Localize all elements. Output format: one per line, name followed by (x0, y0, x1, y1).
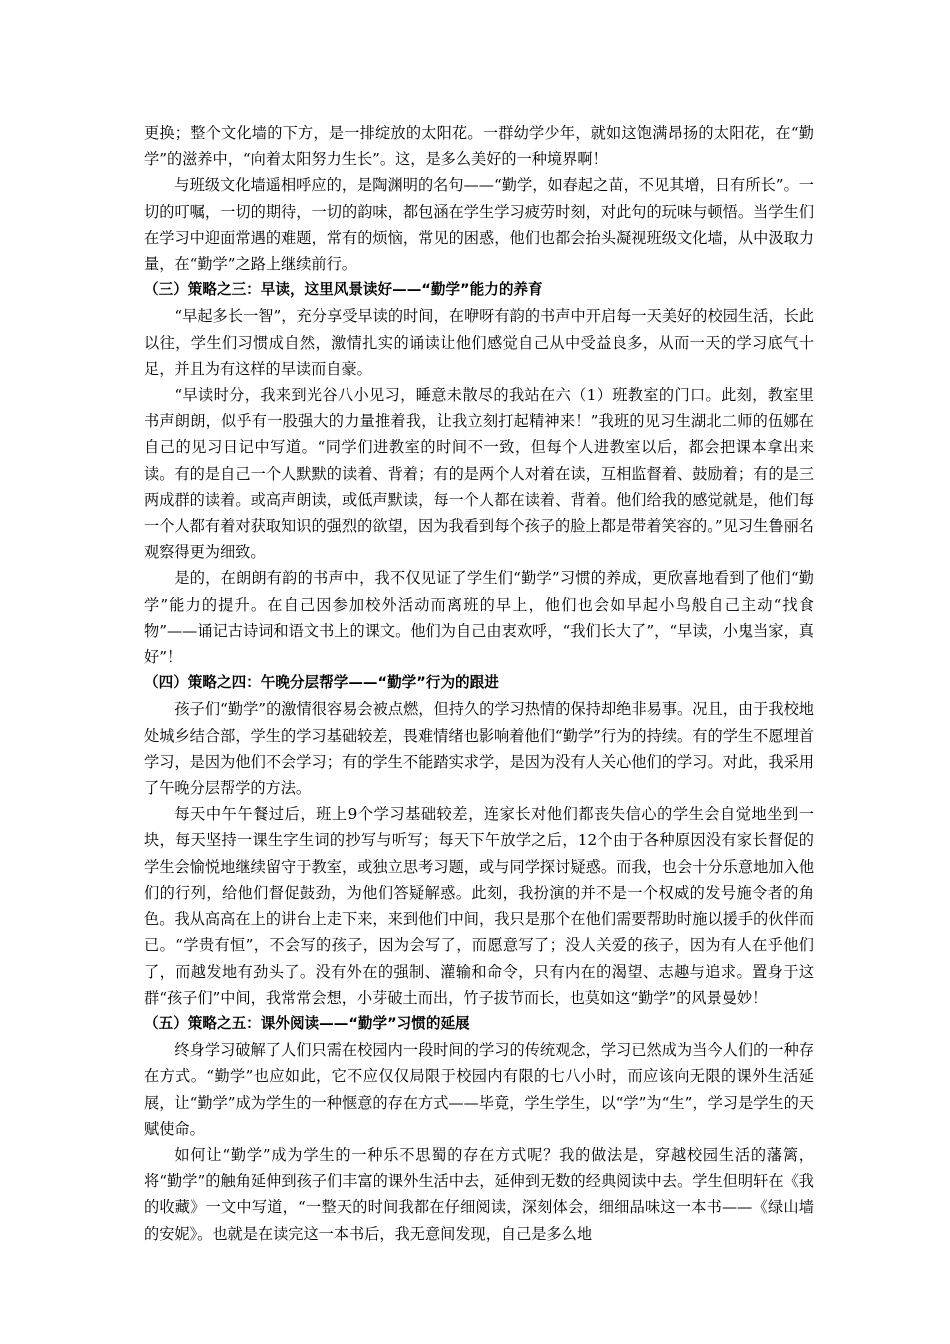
paragraph-7: 每天中午午餐过后，班上9个学习基础较差，连家长对他们都丧失信心的学生会自觉地坐到一块，每天坚持一课生字生词的抄写与听写；每天下午放学之后，12个由于各种原因没有家长督促的学生会愉悦地继续留守于教室，或独立思考习题，或与同学探讨疑惑。而我，也会十分乐意地加入他们的行列，给他们督促鼓劲，为他们答疑解惑。此刻，我扮演的并不是一个权威的发号施令者的角色。我从高高在上的讲台上走下来，来到他们中间，我只是那个在他们需要帮助时施以援手的伙伴而已。“学贵有恒”，不会写的孩子，因为会写了，而愿意写了；没人关爱的孩子，因为有人在乎他们了，而越发地有劲头了。没有外在的强制、灌输和命令，只有内在的渴望、志趣与追求。置身于这群“孩子们”中间，我常常会想，小芽破土而出，竹子拔节而长，也莫如这“勤学”的风景曼妙！ (144, 805, 814, 1007)
section-heading-4: （四）策略之四：午晚分层帮学——“勤学”行为的跟进 (144, 674, 499, 692)
paragraph-4: “早读时分，我来到光谷八小见习，睡意未散尽的我站在六（1）班教室的门口。此刻，教室里书声朗朗，似乎有一股强大的力量推着我，让我立刻打起精神来！”我班的见习生湖北二师的伍娜在自己的见习日记中写道。“同学们进教室的时间不一致，但每个人进教室以后，都会把课本拿出来读。有的是自己一个人默默的读着、背着；有的是两个人对着在读，互相监督着、鼓励着；有的是三两成群的读着。或高声朗读，或低声默读，每一个人都在读着、背着。他们给我的感觉就是，他们每一个人都有着对获取知识的强烈的欲望，因为我看到每个孩子的脸上都是带着笑容的。”见习生鲁丽名观察得更为细致。 (144, 386, 814, 562)
paragraph-8: 终身学习破解了人们只需在校园内一段时间的学习的传统观念，学习已然成为当今人们的一种存在方式。“勤学”也应如此，它不应仅仅局限于校园内有限的七八小时，而应该向无限的课外生活延展，让“勤学”成为学生的一种惬意的存在方式——毕竟，学生学生，以“学”为“生”，学习是学生的天赋使命。 (144, 1041, 814, 1138)
section-heading-3: （三）策略之三：早读，这里风景读好——“勤学”能力的养育 (144, 281, 543, 299)
paragraph-3: “早起多长一智”，充分享受早读的时间，在咿呀有韵的书声中开启每一天美好的校园生活，长此以往，学生们习惯成自然，激情扎实的诵读让他们感觉自己从中受益良多，从而一天的学习底气十足，并且为有这样的早读而自豪。 (144, 307, 814, 378)
paragraph-1: 更换；整个文化墙的下方，是一排绽放的太阳花。一群幼学少年，就如这饱满昂扬的太阳花，在“勤学”的滋养中，“向着太阳努力生长”。这，是多么美好的一种境界啊！ (144, 124, 814, 169)
paragraph-5: 是的，在朗朗有韵的书声中，我不仅见证了学生们“勤学”习惯的养成，更欣喜地看到了他们“勤学”能力的提升。在自己因参加校外活动而离班的早上，他们也会如早起小鸟般自己主动“找食物”——诵记古诗词和语文书上的课文。他们为自己由衷欢呼，“我们长大了”，“早读，小鬼当家，真好”！ (144, 569, 814, 667)
document-page (144, 120, 814, 1247)
paragraph-9: 如何让“勤学”成为学生的一种乐不思蜀的存在方式呢？我的做法是，穿越校园生活的藩篱，将“勤学”的触角延伸到孩子们丰富的课外生活中去，延伸到无数的经典阅读中去。学生但明轩在《我的收藏》一文中写道，“一整天的时间我都在仔细阅读，深刻体会，细细品味这一本书——《绿山墙的安妮》。也就是在读完这一本书后，我无意间发现，自己是多么地 (144, 1145, 814, 1243)
section-heading-5: （五）策略之五：课外阅读——“勤学”习惯的延展 (144, 1014, 470, 1032)
paragraph-2: 与班级文化墙遥相呼应的，是陶渊明的名句——“勤学，如春起之苗，不见其增，日有所长”。一切的叮嘱，一切的期待，一切的韵味，都包涵在学生学习疲劳时刻，对此句的玩味与顿悟。当学生们在学习中迎面常遇的难题，常有的烦恼，常见的困惑，他们也都会抬头凝视班级文化墙，从中汲取力量，在“勤学”之路上继续前行。 (144, 176, 814, 274)
paragraph-6: 孩子们“勤学”的激情很容易会被点燃，但持久的学习热情的保持却绝非易事。况且，由于我校地处城乡结合部，学生的学习基础较差，畏难情绪也影响着他们“勤学”行为的持续。有的学生不愿埋首学习，是因为他们不会学习；有的学生不能踏实求学，是因为没有人关心他们的学习。对此，我采用了午晚分层帮学的方法。 (144, 700, 814, 798)
